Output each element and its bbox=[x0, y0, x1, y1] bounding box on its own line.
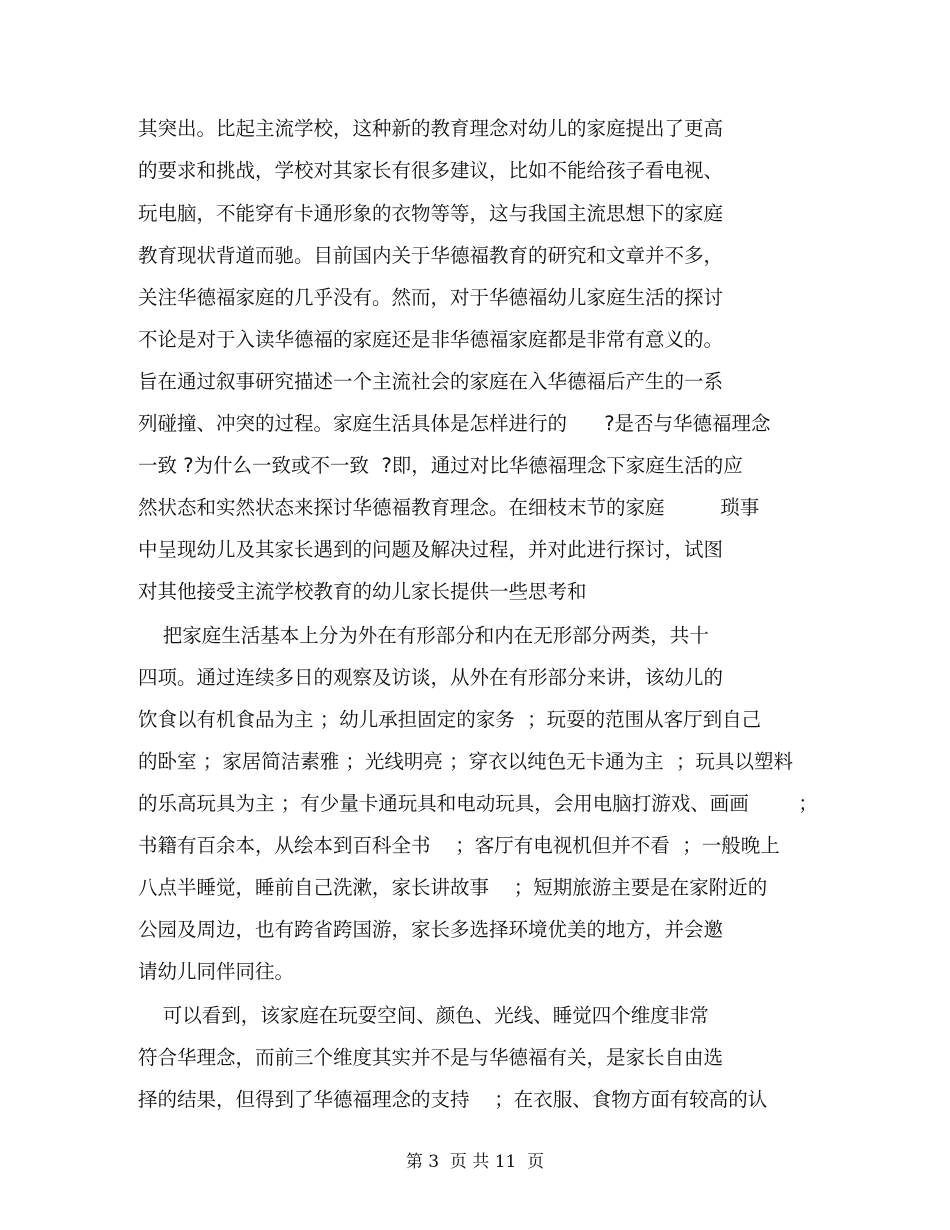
text-line: 列碰撞、冲突的过程。家庭生活具体是怎样进行的 ?是否与华德福理念 bbox=[138, 412, 771, 435]
page-number-footer: 第 3 页 共 11 页 bbox=[405, 1152, 545, 1172]
text-line: 饮食以有机食品为主 ；幼儿承担固定的家务 ；玩耍的范围从客厅到自己 bbox=[138, 708, 762, 731]
text-line: 玩电脑，不能穿有卡通形象的衣物等等，这与我国主流思想下的家庭 bbox=[138, 202, 724, 225]
text-line: 的要求和挑战，学校对其家长有很多建议，比如不能给孩子看电视、 bbox=[138, 159, 724, 182]
text-line: 把家庭生活基本上分为外在有形部分和内在无形部分两类，共十 bbox=[138, 624, 709, 647]
text-line: 的乐高玩具为主 ；有少量卡通玩具和电动玩具，会用电脑打游戏、画画 ； bbox=[138, 792, 818, 815]
text-line: 请幼儿同伴同往。 bbox=[138, 960, 295, 983]
text-line: 对其他接受主流学校教育的幼儿家长提供一些思考和 bbox=[138, 580, 587, 603]
text-line: 不论是对于入读华德福的家庭还是非华德福家庭都是非常有意义的。 bbox=[138, 328, 724, 351]
text-line: 教育现状背道而驰。目前国内关于华德福教育的研究和文章并不多， bbox=[138, 244, 724, 267]
text-line: 可以看到，该家庭在玩耍空间、颜色、光线、睡觉四个维度非常 bbox=[138, 1004, 709, 1027]
text-line: 中呈现幼儿及其家长遇到的问题及解决过程，并对此进行探讨，试图 bbox=[138, 538, 724, 561]
text-line: 关注华德福家庭的几乎没有。然而，对于华德福幼儿家庭生活的探讨 bbox=[138, 286, 724, 309]
text-line: 符合华理念，而前三个维度其实并不是与华德福有关，是家长自由选 bbox=[138, 1046, 724, 1069]
text-line: 其突出。比起主流学校，这种新的教育理念对幼儿的家庭提出了更高 bbox=[138, 117, 724, 140]
text-line: 四项。通过连续多日的观察及访谈，从外在有形部分来讲，该幼儿的 bbox=[138, 666, 724, 689]
text-line: 然状态和实然状态来探讨华德福教育理念。在细枝末节的家庭 琐事 bbox=[138, 496, 760, 519]
text-line: 八点半睡觉，睡前自己洗漱，家长讲故事 ；短期旅游主要是在家附近的 bbox=[138, 876, 768, 899]
text-line: 公园及周边，也有跨省跨国游，家长多选择环境优美的地方，并会邀 bbox=[138, 918, 724, 941]
text-line: 择的结果，但得到了华德福理念的支持 ；在衣服、食物方面有较高的认 bbox=[138, 1088, 768, 1111]
text-line: 的卧室 ；家居简洁素雅 ；光线明亮 ；穿衣以纯色无卡通为主 ；玩具以塑料 bbox=[138, 750, 793, 773]
text-line: 书籍有百余本，从绘本到百科全书 ；客厅有电视机但并不看 ；一般晚上 bbox=[138, 834, 780, 857]
text-line: 旨在通过叙事研究描述一个主流社会的家庭在入华德福后产生的一系 bbox=[138, 370, 724, 393]
text-line: 一致 ?为什么一致或不一致 ?即，通过对比华德福理念下家庭生活的应 bbox=[138, 454, 743, 477]
